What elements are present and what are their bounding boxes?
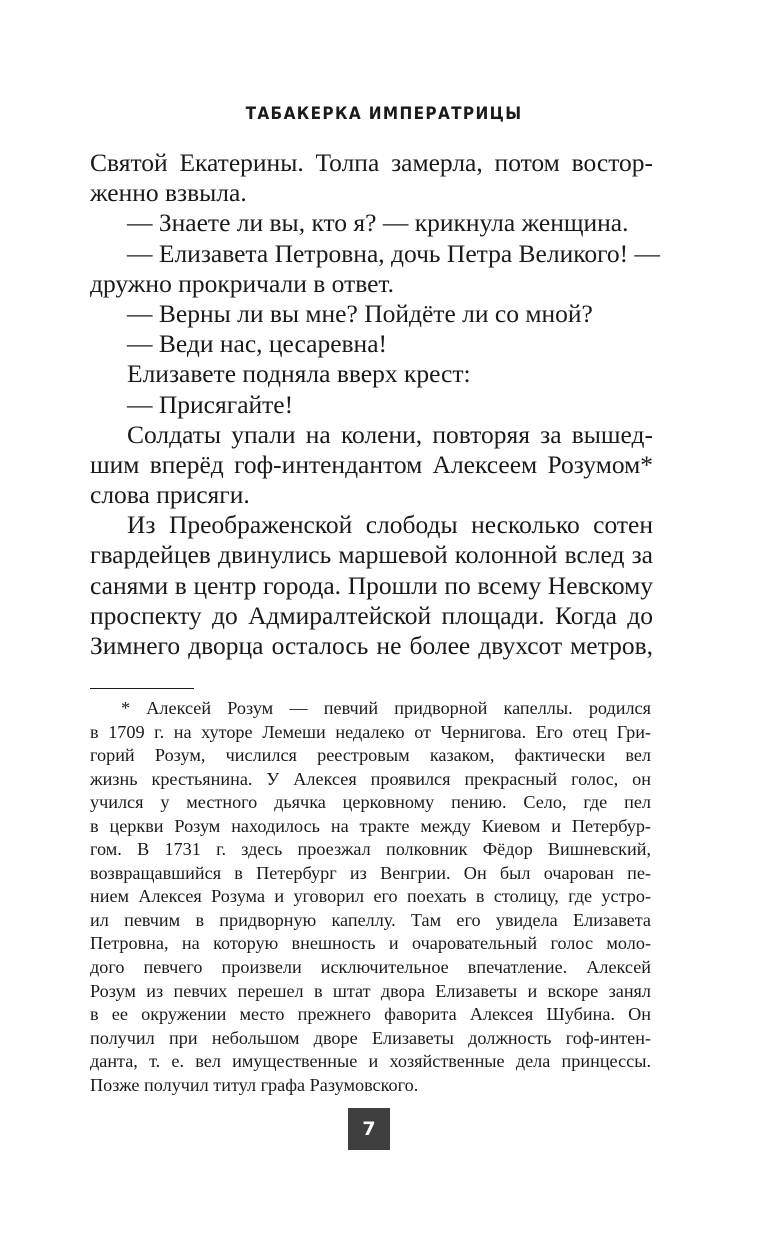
text-line: Солдаты упали на колени, повторяя за вышед- (127, 419, 653, 449)
footnote-line: Розум из певчих перешел в штат двора Елизаветы и вскоре занял (90, 980, 651, 1001)
text-line: шим вперёд гоф-интендантом Алексеем Розумом* (90, 449, 653, 479)
footnote (90, 697, 651, 1097)
text-line: Из Преображенской слободы несколько сотен (127, 510, 653, 540)
footnote-divider (90, 688, 194, 689)
main-text (90, 148, 661, 661)
footnote-line: жизнь крестьянина. У Алексея проявился прекрасный голос, он (90, 768, 651, 789)
footnote-line: получил при небольшом дворе Елизаветы должность гоф-интен- (90, 1027, 651, 1048)
running-title: ТАБАКЕРКА ИМПЕРАТРИЦЫ (245, 104, 523, 124)
text-line: гвардейцев двинулись маршевой колонной вслед за (90, 540, 653, 570)
footnote-line: Петровна, на которую внешность и очаровательный голос моло- (90, 933, 651, 954)
text-line: санями в центр города. Прошли по всему Невскому (90, 570, 653, 600)
footnote-line: гом. В 1731 г. здесь проезжал полковник Фёдор Вишневский, (90, 839, 651, 860)
footnote-line: ил певчим в придворную капеллу. Там его увидела Елизавета (90, 909, 651, 930)
text-line: проспекту до Адмиралтейской площади. Когда до (90, 600, 653, 630)
text-line: слова присяги. (90, 480, 250, 510)
footnote-line: в 1709 г. на хуторе Лемеши недалеко от Чернигова. Его отец Гри- (90, 721, 651, 742)
text-line: Елизавете подняла вверх крест: (127, 359, 471, 389)
footnote-line: нием Алексея Розума и уговорил его поехать в столицу, где устро- (90, 886, 651, 907)
text-line: Зимнего дворца осталось не более двухсот метров, (90, 631, 653, 660)
text-line: — Веди нас, цесаревна! (127, 329, 388, 359)
text-line: дружно прокричали в ответ. (90, 268, 395, 298)
footnote-line: в церкви Розум находилось на тракте между Киевом и Петербур- (90, 815, 651, 836)
footnote-line: возвращавшийся в Петербург из Венгрии. Он был очарован пе- (90, 862, 651, 883)
text-line: — Присягайте! (127, 389, 294, 419)
footnote-line: учился у местного дьячка церковному пению. Село, где пел (90, 792, 651, 813)
footnote-line: данта, т. е. вел имущественные и хозяйственные дела принцессы. (90, 1051, 651, 1072)
footnote-line: * Алексей Розум — певчий придворной капеллы. родился (121, 698, 651, 718)
text-line: — Верны ли вы мне? Пойдёте ли со мной? (127, 298, 593, 328)
footnote-line: дого певчего произвели исключительное впечатление. Алексей (90, 957, 651, 978)
footnote-line: Позже получил титул графа Разумовского. (90, 1074, 419, 1095)
text-line: — Елизавета Петровна, дочь Петра Великого! — (127, 238, 661, 268)
footnote-line: в ее окружении место прежнего фаворита Алексея Шубина. Он (90, 1004, 651, 1025)
text-line: Святой Екатерины. Толпа замерла, потом востор- (90, 148, 653, 177)
page-number: 7 (348, 1108, 390, 1150)
footnote-line: горий Розум, числился реестровым казаком, фактически вел (90, 745, 651, 766)
text-line: женно взвыла. (90, 178, 247, 208)
text-line: — Знаете ли вы, кто я? — крикнула женщина. (127, 208, 629, 238)
